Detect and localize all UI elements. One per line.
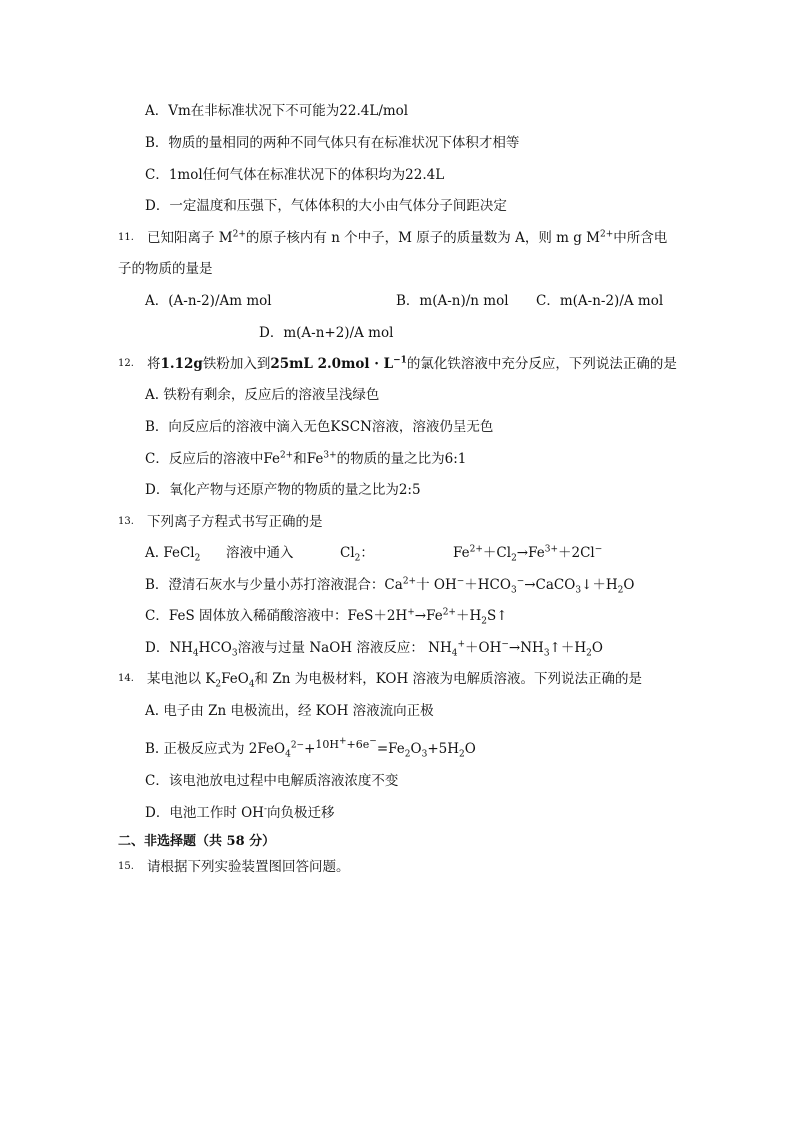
q15-number: 15. bbox=[118, 861, 134, 872]
q14-stem: 某电池以 $K_2FeO_4$和 Zn 为电极材料，KOH 溶液为电解质溶液。下列说法正确的是 bbox=[147, 671, 643, 690]
q14-option-a: A. 电子由 Zn 电极流出，经 KOH 溶液流向正极 bbox=[145, 703, 434, 719]
q12-option-a: A. 铁粉有剩余，反应后的溶液呈浅绿色 bbox=[145, 387, 380, 403]
q10-option-d: D．一定温度和压强下，气体体积的大小由气体分子间距决定 bbox=[145, 198, 507, 214]
q13-option-c: C．FeS 固体放入稀硝酸溶液中：$FeS+2H^+\to Fe^{2+}+H_2S↑$ bbox=[145, 607, 508, 627]
q14-option-c: C．该电池放电过程中电解质溶液浓度不变 bbox=[145, 773, 399, 789]
q14-number: 14. bbox=[118, 673, 134, 684]
q10-option-c: C．1mol任何气体在标准状况下的体积均为22.4L bbox=[145, 167, 445, 183]
q12-number: 12. bbox=[118, 358, 134, 369]
q14-option-b: B. 正极反应式为 $2FeO_4^{2-}+^{10H^++6e^-}=Fe_2O_3+5H_2O$ bbox=[145, 735, 476, 760]
q10-option-a: A．Vm在非标准状况下不可能为22.4L/mol bbox=[145, 103, 409, 119]
q11-option-b: B．m(A-n)/n mol bbox=[396, 293, 509, 309]
q11-stem-cont: 子的物质的量是 bbox=[118, 261, 213, 277]
q13-option-a-equation: $Fe^{2+}+Cl_2\to Fe^{3+}+2Cl^-$ bbox=[453, 544, 603, 564]
q11-number: 11. bbox=[118, 232, 134, 243]
q11-option-a: A．(A-n-2)/Am mol bbox=[145, 293, 272, 309]
q11-option-d: D．m(A-n+2)/A mol bbox=[259, 325, 394, 341]
q10-option-b: B．物质的量相同的两种不同气体只有在标准状况下体积才相等 bbox=[145, 135, 520, 151]
q12-option-c: C．反应后的溶液中$Fe^{2+}$和$Fe^{3+}$的物质的量之比为6:1 bbox=[145, 450, 467, 467]
section-heading: 二、非选择题（共 58 分） bbox=[118, 834, 276, 849]
q12-stem: 将1.12g铁粉加入到25mL $2.0mol \cdot L^{-1}$的氯化铁溶液中充分反应，下列说法正确的是 bbox=[147, 355, 677, 372]
q11-stem: 已知阳离子 $M^{2+}$的原子核内有 n 个中子，M 原子的质量数为 A，则 m g $M^{2+}$中所含电 bbox=[147, 229, 668, 246]
q14-option-d: D．电池工作时 OH-向负极迁移 bbox=[145, 804, 335, 821]
q13-option-d: D．$NH_4HCO_3$溶液与过量 NaOH 溶液反应： $NH_4^++OH^-\to NH_3↑+H_2O$ bbox=[145, 639, 603, 659]
q13-option-a-cl2: $Cl_2$： bbox=[340, 545, 374, 564]
q11-option-c: C．m(A-n-2)/A mol bbox=[536, 293, 664, 309]
q12-option-b: B．向反应后的溶液中滴入无色KSCN溶液，溶液仍呈无色 bbox=[145, 419, 494, 435]
q13-option-a: A. FeCl$_2$ bbox=[145, 545, 201, 564]
q13-option-a-mid: 溶液中通入 bbox=[226, 545, 294, 561]
q13-stem: 下列离子方程式书写正确的是 bbox=[147, 514, 323, 530]
q12-option-d: D．氧化产物与还原产物的物质的量之比为2:5 bbox=[145, 482, 421, 498]
q15-stem: 请根据下列实验装置图回答问题。 bbox=[147, 859, 350, 875]
q13-option-b: B．澄清石灰水与少量小苏打溶液混合：$Ca^{2+}$十 $OH^-+HCO_3^-\to CaCO_3↓+H_2O$ bbox=[145, 576, 635, 596]
q13-number: 13. bbox=[118, 516, 134, 527]
